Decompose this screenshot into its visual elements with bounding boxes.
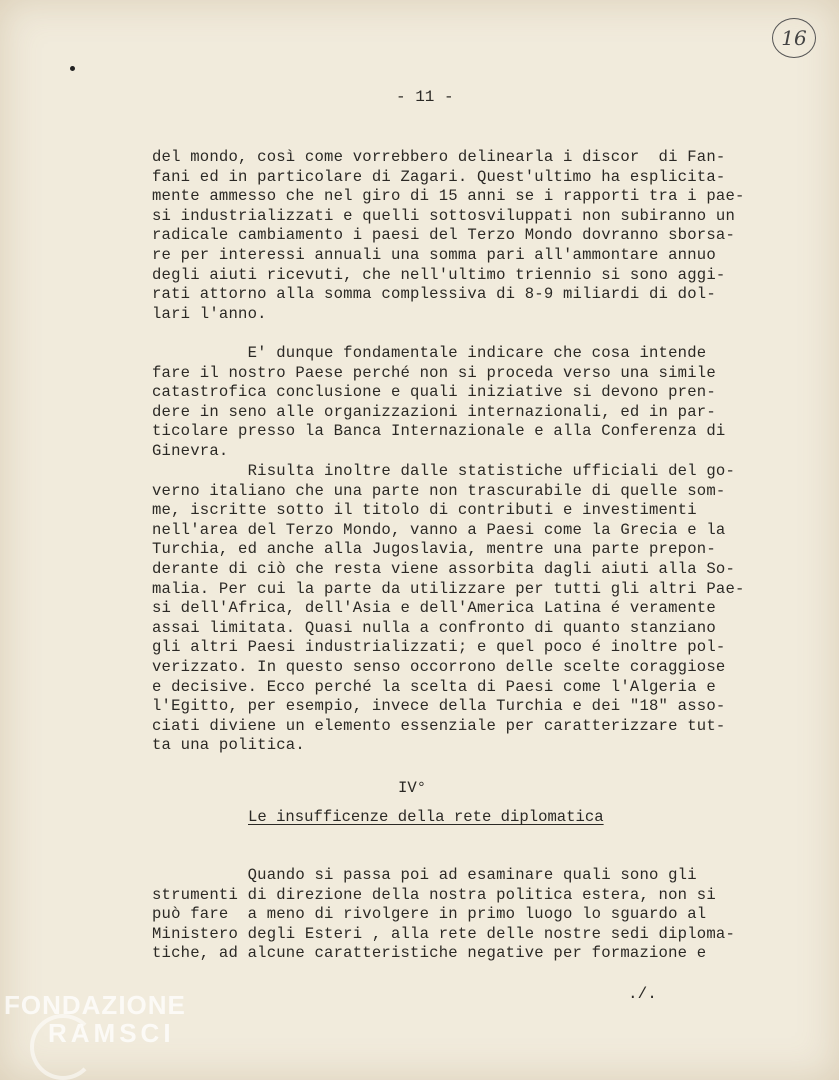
text-line: può fare a meno di rivolgere in primo luogo lo sguardo al — [152, 905, 707, 924]
text-line: del mondo, così come vorrebbero delinearla i discor di Fan- — [152, 148, 726, 166]
text-line: tiche, ad alcune caratteristiche negative per formazione e — [152, 944, 707, 963]
text-line: rati attorno alla somma complessiva di 8-9 miliardi di dol- — [152, 285, 716, 304]
text-line: lari l'anno. — [152, 304, 267, 323]
text-line: malia. Per cui la parte da utilizzare per tutti gli altri Pae- — [152, 579, 745, 598]
corner-page-annotation: 16 — [772, 18, 816, 58]
text-line: ta una politica. — [152, 736, 305, 755]
text-line: catastrofica conclusione e quali iniziative si devono pren- — [152, 383, 716, 402]
text-line: l'Egitto, per esempio, invece della Turchia e dei "18" asso- — [152, 697, 726, 716]
text-line: radicale cambiamento i paesi del Terzo Mondo dovranno sborsa- — [152, 226, 736, 245]
text-line: Risulta inoltre dalle statistiche ufficiali del go- — [152, 462, 736, 480]
text-line: Turchia, ed anche alla Jugoslavia, mentre una parte prepon- — [152, 540, 716, 559]
section-number: IV° — [398, 779, 427, 797]
text-line: fare il nostro Paese perché non si proceda verso una simile — [152, 363, 716, 382]
text-line: dere in seno alle organizzazioni internazionali, ed in par- — [152, 402, 716, 421]
text-line: si industrializzati e quelli sottosviluppati non subiranno un — [152, 206, 736, 225]
section-title: Le insufficenze della rete diplomatica — [248, 808, 604, 826]
text-line: strumenti di direzione della nostra politica estera, non si — [152, 885, 716, 904]
text-line: me, iscritte sotto il titolo di contributi e investimenti — [152, 501, 697, 520]
watermark-line2: RAMSCI — [48, 1018, 175, 1048]
text-line: ticolare presso la Banca Internazionale e alla Conferenza di — [152, 422, 726, 441]
page-number: - 11 - — [396, 88, 454, 106]
text-line: ciati diviene un elemento essenziale per caratterizzare tut- — [152, 716, 726, 735]
watermark-line1: FONDAZIONE — [4, 990, 186, 1020]
text-line: Quando si passa poi ad esaminare quali sono gli — [152, 866, 697, 884]
text-line: Ministero degli Esteri , alla rete delle nostre sedi diploma- — [152, 924, 736, 943]
continuation-mark: ./. — [628, 985, 657, 1003]
text-line: gli altri Paesi industrializzati; e quel poco é inoltre pol- — [152, 638, 726, 657]
text-line: mente ammesso che nel giro di 15 anni se i rapporti tra i pae- — [152, 187, 745, 206]
watermark-logo — [4, 990, 204, 1070]
ink-dot — [70, 66, 75, 71]
text-line: e decisive. Ecco perché la scelta di Paesi come l'Algeria e — [152, 677, 716, 696]
text-line: derante di ciò che resta viene assorbita dagli aiuti alla So- — [152, 560, 736, 578]
text-line: E' dunque fondamentale indicare che cosa intende — [152, 344, 707, 362]
text-line: verizzato. In questo senso occorrono delle scelte coraggiose — [152, 658, 726, 676]
text-line: si dell'Africa, dell'Asia e dell'America Latina é veramente — [152, 599, 716, 618]
text-line: Ginevra. — [152, 442, 229, 460]
text-line: assai limitata. Quasi nulla a confronto di quanto stanziano — [152, 618, 716, 637]
text-line: nell'area del Terzo Mondo, vanno a Paesi come la Grecia e la — [152, 520, 726, 539]
text-line: fani ed in particolare di Zagari. Quest'ultimo ha esplicita- — [152, 167, 726, 186]
text-line: re per interessi annuali una somma pari all'ammontare annuo — [152, 246, 716, 264]
text-line: degli aiuti ricevuti, che nell'ultimo triennio si sono aggi- — [152, 265, 726, 284]
text-line: verno italiano che una parte non trascurabile di quelle som- — [152, 481, 726, 500]
